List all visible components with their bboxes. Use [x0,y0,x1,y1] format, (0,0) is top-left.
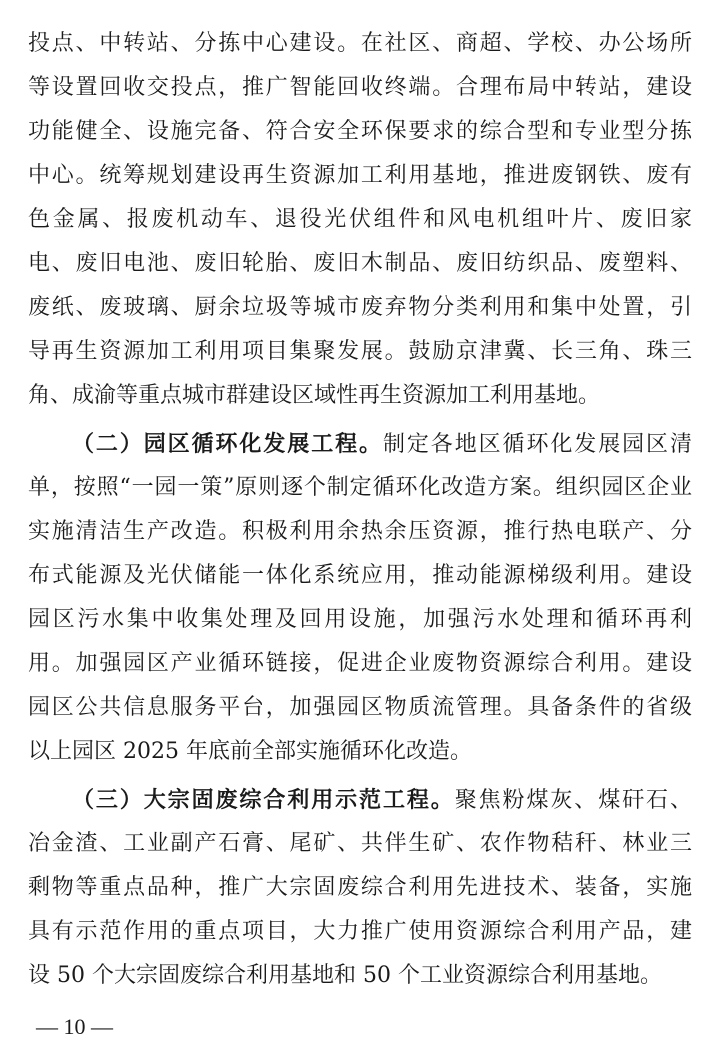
paragraph-line: 导再生资源加工利用项目集聚发展。鼓励京津冀、长三角、珠三 [28,339,692,364]
paragraph-line: 色金属、报废机动车、退役光伏组件和风电机组叶片、废旧家 [28,207,692,232]
paragraph-line: 电、废旧电池、废旧轮胎、废旧木制品、废旧纺织品、废塑料、 [28,251,692,276]
paragraph-line: 等设置回收交投点，推广智能回收终端。合理布局中转站，建设 [28,75,692,100]
section-2-first-line-text: 制定各地区循环化发展园区清 [382,432,692,457]
paragraph-line: 中心。统筹规划建设再生资源加工利用基地，推进废钢铁、废有 [28,163,692,188]
paragraph-line: 用。加强园区产业循环链接，促进企业废物资源综合利用。建设 [28,651,692,676]
paragraph-line: 实施清洁生产改造。积极利用余热余压资源，推行热电联产、分 [28,519,692,544]
paragraph-line: 以上园区 2025 年底前全部实施循环化改造。 [28,739,472,764]
section-3-heading: （三）大宗固废综合利用示范工程。 [72,787,455,813]
section-3-first-line-text: 聚焦粉煤灰、煤矸石、 [454,788,692,813]
paragraph-line: 冶金渣、工业副产石膏、尾矿、共伴生矿、农作物秸秆、林业三 [28,831,692,856]
section-2-first-line [72,422,692,466]
paragraph-line: 具有示范作用的重点项目，大力推广使用资源综合利用产品，建 [28,919,692,944]
paragraph-line: 设 50 个大宗固废综合利用基地和 50 个工业资源综合利用基地。 [28,963,662,988]
paragraph-line: 功能健全、设施完备、符合安全环保要求的综合型和专业型分拣 [28,119,692,144]
section-2-heading: （二）园区循环化发展工程。 [72,431,383,457]
paragraph-line: 单，按照“一园一策”原则逐个制定循环化改造方案。组织园区企业 [28,475,692,500]
page-number: — 10 — [36,1014,113,1039]
paragraph-line: 投点、中转站、分拣中心建设。在社区、商超、学校、办公场所 [28,31,692,56]
paragraph-line: 角、成渝等重点城市群建设区域性再生资源加工利用基地。 [28,383,601,408]
paragraph-line: 园区公共信息服务平台，加强园区物质流管理。具备条件的省级 [28,695,692,720]
paragraph-line: 剩物等重点品种，推广大宗固废综合利用先进技术、装备，实施 [28,875,692,900]
paragraph-line: 园区污水集中收集处理及回用设施，加强污水处理和循环再利 [28,607,692,632]
paragraph-line: 布式能源及光伏储能一体化系统应用，推动能源梯级利用。建设 [28,563,692,588]
paragraph-line: 废纸、废玻璃、厨余垃圾等城市废弃物分类利用和集中处置，引 [28,295,692,320]
section-3-first-line [72,778,692,822]
